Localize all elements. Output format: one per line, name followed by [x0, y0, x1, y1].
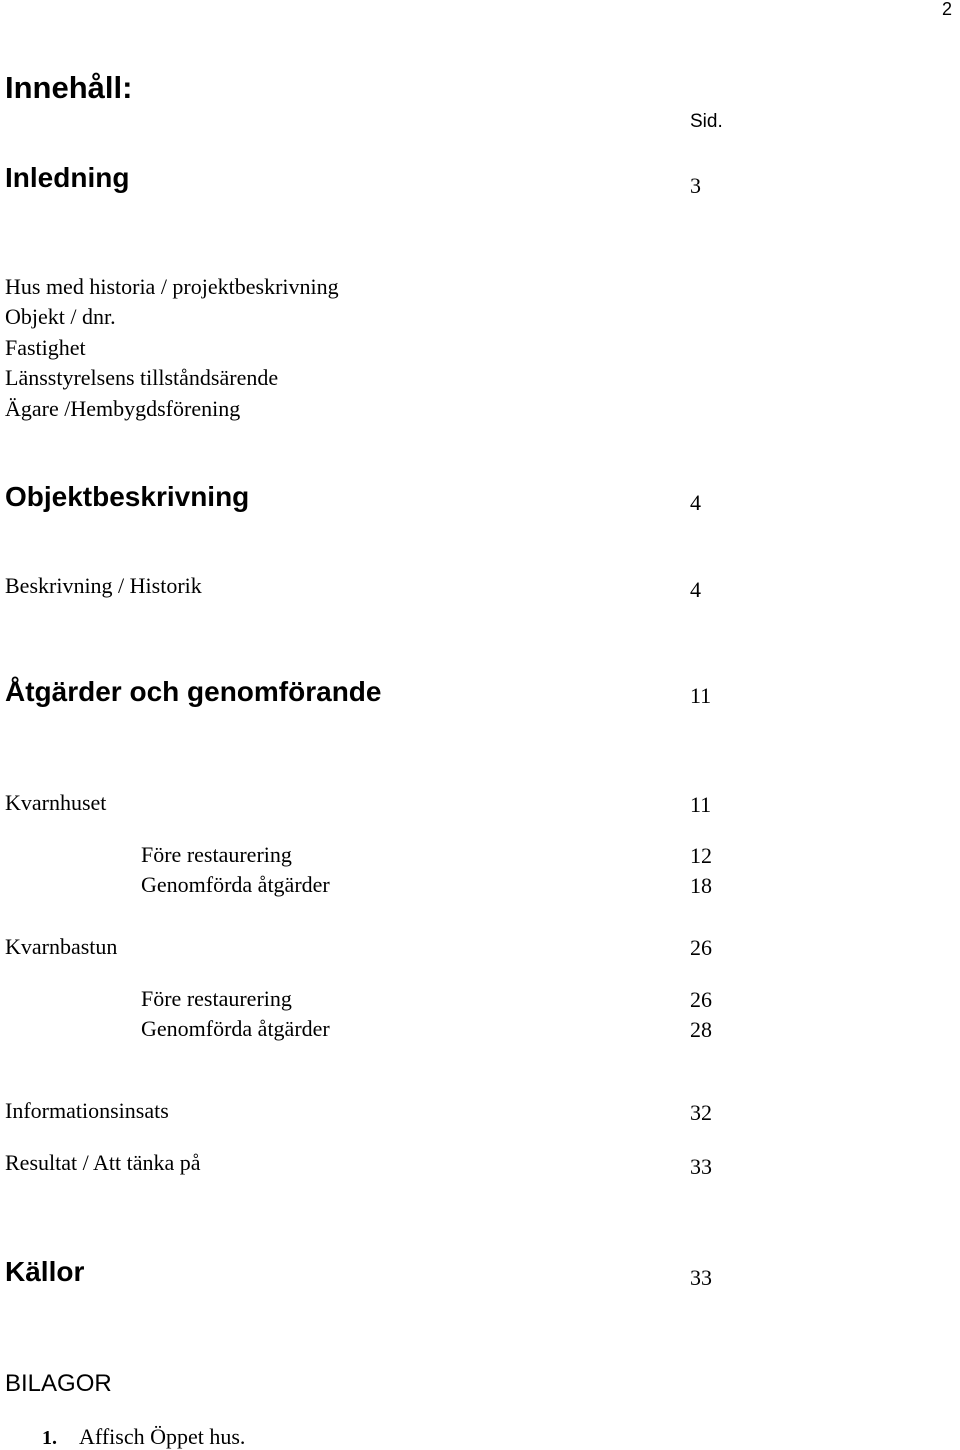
- page-ref-kvarnbastun-genomforda: 28: [690, 1017, 712, 1042]
- list-item: Länsstyrelsens tillståndsärende: [5, 365, 279, 390]
- toc-subentry-kvarnbastun-genomforda: Genomförda åtgärder: [141, 1016, 330, 1041]
- toc-entry-kvarnbastun: Kvarnbastun: [5, 934, 118, 959]
- bilaga-label: Affisch Öppet hus.: [79, 1424, 246, 1449]
- page-ref-kallor: 33: [690, 1265, 712, 1290]
- list-item: Ägare /Hembygdsförening: [5, 396, 241, 421]
- page-ref-objektbeskrivning: 4: [690, 490, 701, 515]
- page-ref-beskrivning-historik: 4: [690, 577, 701, 602]
- toc-entry-kvarnhuset: Kvarnhuset: [5, 790, 107, 815]
- toc-title: Innehåll:: [5, 70, 133, 105]
- page-number: 2: [942, 0, 953, 19]
- list-item: Objekt / dnr.: [5, 304, 116, 329]
- toc-subentry-kvarnbastun-fore: Före restaurering: [141, 986, 292, 1011]
- page-column-label: Sid.: [690, 111, 723, 132]
- page-ref-kvarnbastun: 26: [690, 935, 712, 960]
- page-ref-kvarnhuset-fore: 12: [690, 843, 712, 868]
- toc-entry-resultat: Resultat / Att tänka på: [5, 1150, 201, 1175]
- page-ref-atgarder: 11: [690, 683, 712, 708]
- list-item: Fastighet: [5, 335, 86, 360]
- list-item: Hus med historia / projektbeskrivning: [5, 274, 339, 299]
- toc-subentry-kvarnhuset-fore: Före restaurering: [141, 842, 292, 867]
- page-ref-kvarnhuset: 11: [690, 792, 712, 817]
- page-ref-inledning: 3: [690, 173, 701, 198]
- section-title-inledning: Inledning: [5, 162, 130, 193]
- section-title-atgarder: Åtgärder och genomförande: [5, 676, 382, 707]
- section-title-bilagor: BILAGOR: [5, 1370, 112, 1397]
- section-title-kallor: Källor: [5, 1256, 85, 1287]
- page-ref-kvarnhuset-genomforda: 18: [690, 873, 712, 898]
- page-ref-resultat: 33: [690, 1154, 712, 1179]
- toc-entry-informationsinsats: Informationsinsats: [5, 1098, 169, 1123]
- page-ref-kvarnbastun-fore: 26: [690, 987, 712, 1012]
- page-ref-informationsinsats: 32: [690, 1100, 712, 1125]
- toc-subentry-kvarnhuset-genomforda: Genomförda åtgärder: [141, 872, 330, 897]
- bilaga-number: 1.: [42, 1427, 57, 1449]
- section-title-objektbeskrivning: Objektbeskrivning: [5, 481, 250, 512]
- toc-entry-beskrivning-historik: Beskrivning / Historik: [5, 573, 202, 598]
